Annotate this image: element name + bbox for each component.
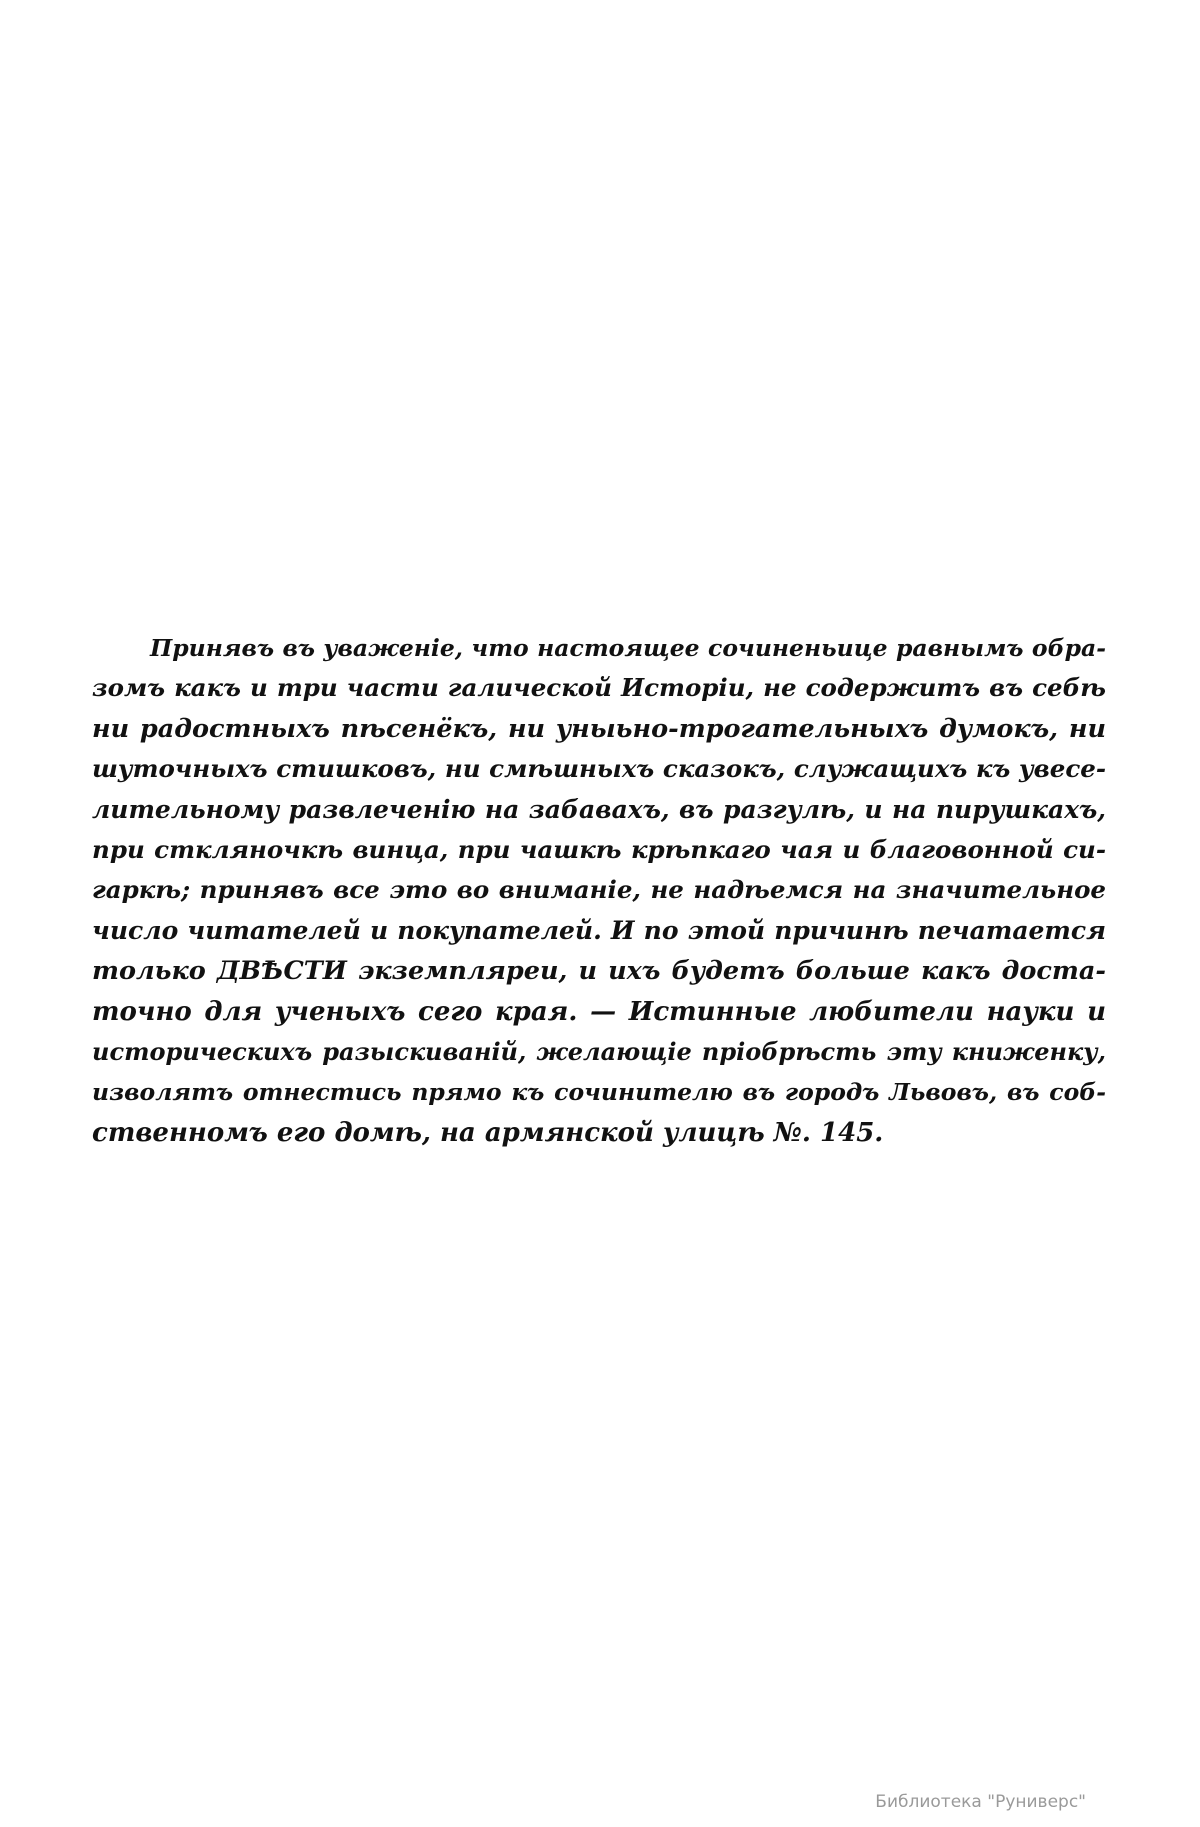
paragraph-line: точно для ученыхъ сего края. — Истинные любители науки и bbox=[92, 996, 1106, 1027]
paragraph-line: зомъ какъ и три части галической Исторіи, не содержитъ въ себѣ bbox=[92, 673, 1106, 703]
paragraph-line: лительному развлеченію на забавахъ, въ разгулѣ, и на пирушкахъ, bbox=[92, 794, 1106, 824]
paragraph-line: при стклянoчкѣ винца, при чашкѣ крѣпкаго чая и благовонной си- bbox=[92, 834, 1106, 864]
paragraph-line: Принявъ въ уваженіе, что настоящее сочиненьице равнымъ обра- bbox=[150, 634, 1106, 662]
paragraph-line: ни радостныхъ пѣсенёкъ, ни уныьно-трогательныхъ думокъ, ни bbox=[92, 713, 1106, 744]
paragraph-line: шуточныхъ стишковъ, ни смѣшныхъ сказокъ, служащихъ къ увесе- bbox=[92, 754, 1106, 784]
paragraph-line: гаркѣ; принявъ все это во вниманіе, не надѣемся на значительное bbox=[92, 875, 1106, 905]
paragraph-line: только ДВѢСТИ экземпляреи, и ихъ будетъ больше какъ доста- bbox=[92, 956, 1106, 987]
paragraph-line: изволятъ отнестись прямо къ сочинителю въ городъ Львовъ, въ соб- bbox=[92, 1078, 1106, 1107]
publisher-note-paragraph bbox=[92, 628, 1106, 1153]
library-watermark: Библиотека "Руниверс" bbox=[875, 1792, 1086, 1812]
paragraph-line: историческихъ разыскиваній, желающіе пріобрѣсть эту книженку, bbox=[92, 1036, 1106, 1066]
paragraph-line: число читателей и покупателей. И по этой причинѣ печатается bbox=[92, 915, 1106, 945]
paragraph-line: ственномъ его домѣ, на армянской улицѣ №. 145. bbox=[92, 1117, 884, 1148]
